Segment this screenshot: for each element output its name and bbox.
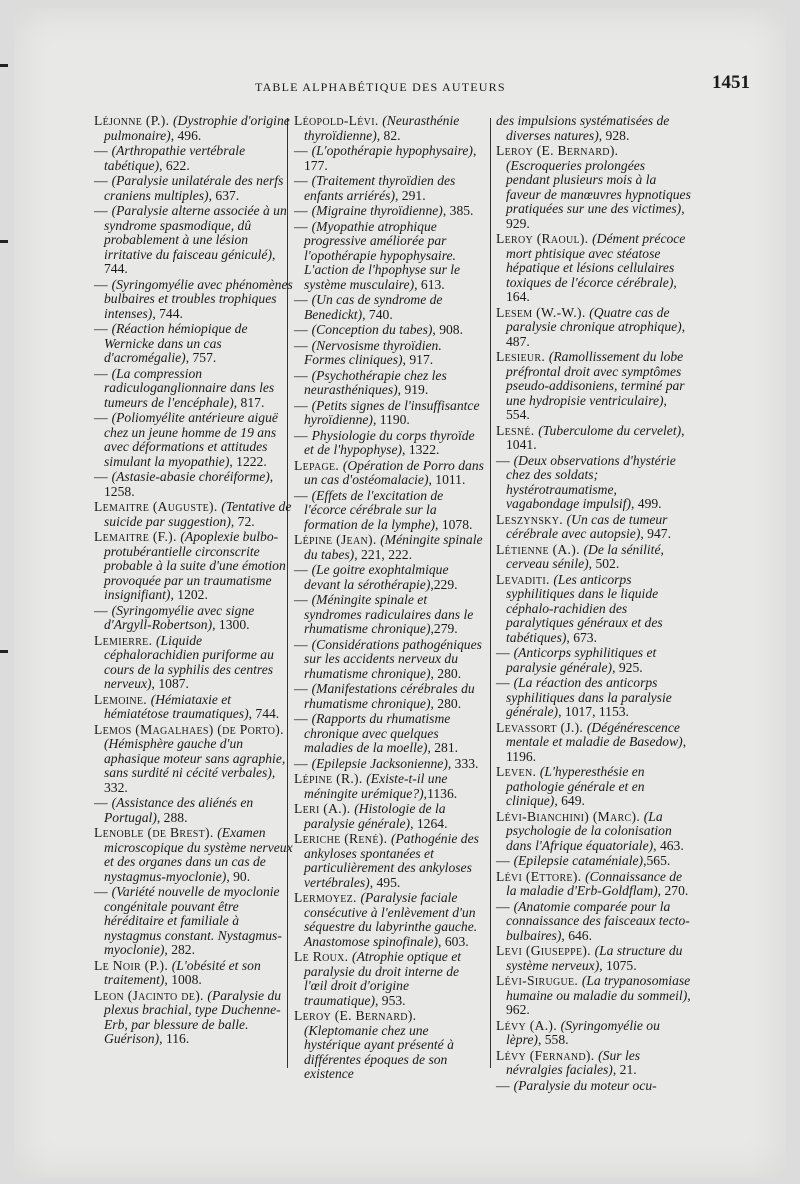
index-entry bbox=[94, 530, 296, 603]
index-entry bbox=[94, 322, 296, 366]
entry-author: — bbox=[94, 203, 112, 218]
index-entry bbox=[496, 350, 692, 423]
entry-author: — bbox=[294, 397, 312, 413]
entry-title: (Méningite spinale du tabes) bbox=[304, 532, 483, 562]
index-entry bbox=[496, 900, 692, 944]
entry-page-ref: , 744. bbox=[152, 305, 183, 321]
entry-title: (Le goitre exophtalmique devant la sérothérapie) bbox=[304, 562, 449, 592]
index-entry bbox=[294, 832, 484, 890]
entry-title: (Sur les névralgies faciales) bbox=[506, 1047, 641, 1077]
entry-author: Lévy (Fernand). bbox=[496, 1047, 599, 1063]
entry-author: Leroy (E. Bernard). bbox=[496, 143, 619, 158]
index-entry bbox=[496, 810, 692, 854]
entry-page-ref: , 740. bbox=[362, 306, 393, 322]
index-entry bbox=[294, 293, 484, 322]
entry-author: — bbox=[94, 795, 112, 810]
index-entry bbox=[496, 424, 692, 453]
entry-author: Leroy (Raoul). bbox=[496, 231, 593, 246]
entry-author: — bbox=[496, 898, 514, 914]
entry-author: — bbox=[294, 681, 312, 696]
index-entry bbox=[496, 944, 692, 973]
entry-title: (Syringomyélie avec phénomènes bulbaires et troubles trophiques intenses) bbox=[104, 276, 293, 321]
index-entry bbox=[496, 306, 692, 350]
entry-title: (Dément précoce mort phtisique avec stéatose hépatique et lésions cellulaires toxiques de l'écorce cérébrale) bbox=[506, 231, 686, 290]
entry-author: — bbox=[294, 487, 312, 503]
entry-title: (Anatomie comparée pour la connaissance des faisceaux tecto-bulbaires) bbox=[506, 898, 690, 943]
entry-title: (Hémiataxie et hémiatétose traumatiques) bbox=[104, 691, 249, 721]
entry-page-ref: , 1222. bbox=[229, 453, 267, 469]
entry-page-ref: , 1264. bbox=[410, 815, 448, 831]
entry-page-ref: , 1087. bbox=[151, 676, 189, 691]
index-entry bbox=[294, 757, 484, 772]
entry-title: (Tuberculome du cervelet) bbox=[538, 422, 682, 438]
index-entry bbox=[294, 429, 484, 458]
entry-author: — bbox=[294, 218, 312, 234]
index-entry bbox=[94, 500, 296, 529]
entry-author: — bbox=[294, 203, 312, 218]
index-entry bbox=[294, 772, 484, 801]
entry-title: (Dystrophie d'origine pulmonaire) bbox=[104, 113, 290, 143]
entry-page-ref: , 757. bbox=[185, 350, 217, 365]
entry-author: Léopold-Lévi. bbox=[294, 113, 383, 128]
page-number: 1451 bbox=[712, 72, 750, 93]
entry-author: — bbox=[496, 853, 514, 868]
index-entry bbox=[94, 114, 296, 143]
entry-title: (Rapports du rhumatisme chronique avec quelques maladies de la moelle) bbox=[304, 711, 451, 755]
entry-author: Leven. bbox=[496, 764, 540, 779]
margin-mark bbox=[0, 240, 8, 243]
entry-page-ref: , 925. bbox=[612, 659, 643, 675]
entry-title: (Ramollissement du lobe préfrontal droit avec symptômes pseudo-addisoniens, terminé par une hydropisie ventriculaire) bbox=[506, 349, 685, 408]
entry-author: — bbox=[94, 173, 112, 188]
entry-author: Lépine (R.). bbox=[294, 771, 367, 786]
entry-title: (La psychologie de la colonisation dans l'Afrique équatoriale) bbox=[506, 808, 672, 853]
index-entry bbox=[496, 1049, 692, 1078]
entry-author: — bbox=[294, 367, 312, 383]
entry-title: (Opération de Porro dans un cas d'ostéomalacie) bbox=[304, 457, 484, 487]
index-entry bbox=[294, 323, 484, 338]
entry-title: (Psychothérapie chez les neurasthéniques) bbox=[304, 367, 447, 397]
entry-author: — bbox=[294, 711, 312, 726]
entry-page-ref: , 962. bbox=[506, 987, 691, 1017]
entry-title: (Quatre cas de paralysie chronique atrophique) bbox=[506, 304, 682, 334]
entry-page-ref: , 947. bbox=[640, 526, 671, 541]
entry-page-ref: , 1196. bbox=[506, 734, 687, 764]
entry-author: — bbox=[294, 562, 312, 577]
entry-page-ref: , 270. bbox=[657, 883, 689, 898]
entry-page-ref: , 1258. bbox=[104, 469, 274, 499]
margin-mark bbox=[0, 650, 8, 653]
entry-author: Lesem (W.-W.). bbox=[496, 304, 590, 320]
index-entry bbox=[496, 870, 692, 899]
index-entry bbox=[94, 470, 296, 499]
entry-title: (L'obésité et son traitement) bbox=[104, 957, 261, 987]
entry-title: (Conception du tabes) bbox=[311, 322, 433, 337]
entry-title: (Les anticorps syphilitiques dans le liquide céphalo-rachidien des paralytiques généraux et des tabétiques) bbox=[506, 571, 663, 645]
index-entry bbox=[294, 1009, 484, 1082]
page-header bbox=[0, 70, 800, 100]
entry-page-ref: , 495. bbox=[369, 874, 401, 890]
index-column-3 bbox=[496, 114, 692, 1094]
entry-author: Leon (Jacinto de). bbox=[94, 987, 208, 1003]
entry-title: (Atrophie optique et paralysie du droit interne de l'œil droit d'origine traumatique) bbox=[304, 949, 462, 1008]
entry-author: Lemaitre (Auguste). bbox=[94, 499, 222, 514]
column-divider bbox=[490, 118, 491, 1068]
entry-author: Lévi-Sirugue. bbox=[496, 973, 582, 988]
entry-title: (La trypanosomiase humaine ou maladie du sommeil) bbox=[506, 973, 691, 1003]
index-entry bbox=[294, 950, 484, 1008]
entry-title: (Arthropathie vertébrale tabétique) bbox=[104, 143, 246, 173]
entry-title: (Syringomyélie ou lèpre) bbox=[506, 1017, 660, 1047]
index-entry bbox=[294, 459, 484, 488]
entry-author: — bbox=[294, 143, 312, 158]
index-entry bbox=[294, 204, 484, 219]
index-entry bbox=[496, 144, 692, 231]
entry-author: Lemierre. bbox=[94, 632, 156, 648]
entry-page-ref: , 281. bbox=[427, 740, 459, 755]
entry-title: (Considérations pathogéniques sur les accidents nerveux du rhumatisme chronique) bbox=[304, 636, 482, 681]
entry-page-ref: ,1136. bbox=[423, 785, 458, 801]
index-entry bbox=[94, 144, 296, 173]
entry-page-ref: , 558. bbox=[537, 1032, 569, 1047]
entry-title: (Deux observations d'hystérie chez des soldats; hystérotraumatisme, vagabondage impulsif) bbox=[506, 452, 676, 511]
index-entry bbox=[94, 278, 296, 322]
entry-author: — bbox=[294, 337, 312, 353]
index-entry bbox=[294, 114, 484, 143]
index-entry bbox=[94, 411, 296, 469]
margin-mark bbox=[0, 64, 8, 67]
entry-page-ref: , 744. bbox=[104, 246, 276, 276]
entry-title: (Petits signes de l'insuffisantce hyroïdienne) bbox=[304, 397, 480, 427]
entry-title: (Apoplexie bulbo-protubérantielle circonscrite probable à la suite d'une émotion provoquée par un traumatisme insignifiant) bbox=[104, 529, 286, 602]
entry-page-ref: , 291. bbox=[395, 187, 426, 203]
entry-author: — bbox=[94, 602, 112, 618]
running-title: TABLE ALPHABÉTIQUE DES AUTEURS bbox=[255, 80, 506, 94]
entry-page-ref: , 332. bbox=[104, 765, 276, 795]
entry-author: Lemoine. bbox=[94, 691, 151, 707]
index-entry bbox=[294, 144, 484, 173]
entry-author: Lemos (Magalhaes) (de Porto). bbox=[94, 721, 284, 737]
entry-author: Leszynsky. bbox=[496, 511, 567, 527]
index-entry bbox=[294, 682, 484, 711]
entry-page-ref: , 385. bbox=[442, 203, 474, 218]
index-entry bbox=[496, 646, 692, 675]
entry-page-ref: , 646. bbox=[561, 927, 592, 943]
index-entry bbox=[496, 974, 692, 1018]
entry-page-ref: , 280. bbox=[430, 695, 462, 711]
entry-title: (Pathogénie des ankyloses spontanées et particulièrement des ankyloses vertébrales) bbox=[304, 831, 479, 890]
entry-title: (Un cas de tumeur cérébrale avec autopsie) bbox=[506, 511, 668, 541]
entry-page-ref: , 673. bbox=[566, 629, 597, 645]
entry-title: (Astasie-abasie choréiforme) bbox=[111, 469, 270, 484]
entry-author: Lermoyez. bbox=[294, 890, 361, 905]
entry-title: (Paralysie du plexus brachial, type Duchenne-Erb, par blessure de balle. Guérison) bbox=[104, 987, 282, 1046]
entry-title: (Paralysie alterne associée à un syndrome spasmodique, dû probablement à une lésion irritative du faisceau géniculé) bbox=[104, 203, 287, 262]
entry-page-ref: , 177. bbox=[304, 143, 477, 173]
entry-author: Le Roux. bbox=[294, 949, 353, 964]
index-entry bbox=[94, 204, 296, 277]
entry-page-ref: , 502. bbox=[588, 556, 620, 571]
entry-author: Leroy (E. Bernard). bbox=[294, 1008, 417, 1023]
entry-author: Lemaitre (F.). bbox=[94, 529, 181, 544]
entry-page-ref: , 917. bbox=[402, 352, 434, 367]
index-entry bbox=[94, 989, 296, 1047]
entry-title: Physiologie du corps thyroïde et de l'hypophyse) bbox=[304, 427, 475, 457]
entry-title: (Poliomyélite antérieure aiguë chez un jeune homme de 19 ans avec déformations et attitudes simulant la myopathie) bbox=[104, 410, 278, 469]
entry-page-ref: , 1075. bbox=[599, 957, 637, 973]
index-entry bbox=[496, 721, 692, 765]
entry-page-ref: , 1011. bbox=[428, 472, 466, 487]
entry-title: (Histologie de la paralysie générale) bbox=[304, 801, 446, 831]
entry-author: Lesné. bbox=[496, 422, 539, 438]
entry-title: (Kleptomanie chez une hystérique ayant présenté à différentes époques de son existence bbox=[304, 1022, 454, 1081]
entry-author: Lenoble (de Brest). bbox=[94, 825, 218, 840]
entry-page-ref: , 929. bbox=[506, 201, 685, 231]
entry-page-ref: , 1041. bbox=[506, 422, 685, 452]
entry-title: (L'opothérapie hypophysaire) bbox=[311, 143, 473, 158]
entry-author: — bbox=[496, 675, 514, 690]
entry-page-ref: , 72. bbox=[230, 513, 255, 529]
entry-page-ref: , 288. bbox=[156, 809, 188, 825]
entry-page-ref: , 744. bbox=[248, 706, 280, 721]
entry-title: (Escroqueries prolongées pendant plusieurs mois à la faveur de manœuvres hypnotiques pratiquées sur une des victimes) bbox=[506, 157, 691, 216]
entry-page-ref: , 282. bbox=[164, 942, 195, 957]
entry-title: (Neurasthénie thyroïdienne) bbox=[304, 113, 460, 143]
entry-title: (Dégénérescence mentale et maladie de Basedow) bbox=[506, 719, 683, 749]
entry-author: Levi (Giuseppe). bbox=[496, 943, 595, 958]
entry-author: — bbox=[94, 276, 112, 292]
entry-title: (Manifestations cérébrales du rhumatisme chronique) bbox=[304, 681, 475, 711]
entry-author: Lévy (A.). bbox=[496, 1017, 561, 1033]
entry-page-ref: , 953. bbox=[374, 992, 406, 1008]
index-entry bbox=[496, 1019, 692, 1048]
entry-title: (Traitement thyroïdien des enfants arriérés) bbox=[304, 173, 456, 203]
entry-title: (De la sénilité, cerveau sénile) bbox=[506, 541, 664, 571]
entry-page-ref: , 463. bbox=[653, 837, 684, 853]
entry-page-ref: , 603. bbox=[438, 933, 469, 949]
index-entry bbox=[496, 513, 692, 542]
index-entry bbox=[496, 114, 692, 143]
entry-page-ref: , 221, 222. bbox=[354, 546, 412, 562]
entry-page-ref: , 1202. bbox=[170, 587, 208, 602]
entry-author: — bbox=[294, 592, 312, 607]
entry-page-ref: , 496. bbox=[170, 127, 202, 143]
entry-title: (L'hyperesthésie en pathologie générale et en clinique) bbox=[506, 764, 645, 808]
entry-author: Lévi (Ettore). bbox=[496, 868, 586, 884]
entry-page-ref: , 90. bbox=[226, 868, 251, 884]
entry-author: Lévi-Bianchini) (Marc). bbox=[496, 808, 644, 824]
index-entry bbox=[294, 891, 484, 949]
entry-author: Leriche (René). bbox=[294, 831, 391, 846]
index-entry bbox=[496, 573, 692, 646]
entry-title: (Un cas de syndrome de Benedickt) bbox=[304, 292, 443, 322]
entry-page-ref: , 116. bbox=[159, 1031, 190, 1046]
entry-page-ref: , 554. bbox=[506, 392, 667, 422]
entry-page-ref: , 164. bbox=[506, 274, 677, 304]
entry-title: (Liquide céphalorachidien puriforme au cours de la syphilis des centres nerveux) bbox=[104, 632, 274, 691]
entry-page-ref: , 622. bbox=[159, 157, 190, 173]
entry-page-ref: , 333. bbox=[447, 755, 479, 771]
entry-author: — bbox=[94, 321, 112, 336]
entry-page-ref: , 499. bbox=[630, 496, 662, 511]
entry-title: (Myopathie atrophique progressive améliorée par l'opothérapie hypophysaire. L'action de l'hpophyse sur le système musculaire) bbox=[304, 218, 461, 292]
entry-page-ref: ,229. bbox=[430, 576, 458, 592]
entry-title: (Migraine thyroïdienne) bbox=[311, 203, 443, 218]
index-entry bbox=[294, 399, 484, 428]
index-entry bbox=[496, 1079, 692, 1094]
entry-page-ref: , 1078. bbox=[435, 516, 473, 532]
entry-page-ref: , 1008. bbox=[164, 972, 202, 987]
index-column-2 bbox=[294, 114, 484, 1083]
entry-author: Levassort (J.). bbox=[496, 719, 587, 735]
entry-title: (Méningite spinale et syndromes radiculaires dans le rhumatisme chronique) bbox=[304, 592, 474, 636]
entry-title: (Hémisphère gauche d'un aphasique moteur sans agraphie, sans surdité ni cécité verbales) bbox=[104, 736, 286, 780]
index-entry bbox=[94, 885, 296, 958]
entry-author: — bbox=[294, 427, 312, 443]
entry-page-ref: , 1190. bbox=[372, 412, 410, 427]
entry-author: — bbox=[496, 645, 514, 660]
entry-page-ref: , 1017, 1153. bbox=[558, 704, 629, 719]
index-entry bbox=[94, 174, 296, 203]
index-entry bbox=[294, 533, 484, 562]
entry-author: Léjonne (P.). bbox=[94, 113, 173, 128]
entry-author: — bbox=[496, 1077, 514, 1093]
index-entry bbox=[94, 723, 296, 796]
entry-title: (Anticorps syphilitiques et paralysie générale) bbox=[506, 645, 657, 675]
index-entry bbox=[94, 634, 296, 692]
index-entry bbox=[294, 563, 484, 592]
index-entry bbox=[94, 693, 296, 722]
entry-title: (Paralysie du moteur ocu- bbox=[513, 1077, 657, 1093]
entry-author: Lesieur. bbox=[496, 349, 549, 364]
index-entry bbox=[496, 454, 692, 512]
entry-author: Le Noir (P.). bbox=[94, 957, 172, 973]
entry-author: — bbox=[294, 755, 312, 771]
entry-author: — bbox=[294, 636, 312, 652]
entry-title: (Nervosisme thyroïdien. Formes cliniques) bbox=[304, 337, 442, 367]
entry-title: (Syringomyélie avec signe d'Argyll-Robertson) bbox=[104, 602, 255, 632]
entry-title: (Existe-t-il une méningite urémique?) bbox=[304, 771, 448, 801]
entry-title: (Examen microscopique du système nerveux et des organes dans un cas de nystagmus-myoclonie) bbox=[104, 825, 293, 884]
index-entry bbox=[294, 638, 484, 682]
entry-title: (La compression radiculoganglionnaire dans les tumeurs de l'encéphale) bbox=[104, 365, 275, 410]
index-column-1 bbox=[94, 114, 296, 1048]
entry-author: — bbox=[94, 410, 112, 425]
entry-title: (Variété nouvelle de myoclonie congénitale pouvant être héréditaire et familiale à nystagmus constant. Nystagmus-myoclonie) bbox=[104, 884, 282, 957]
index-entry bbox=[294, 712, 484, 756]
entry-author: — bbox=[294, 322, 312, 337]
entry-author: Lépine (Jean). bbox=[294, 532, 381, 547]
index-entry bbox=[94, 959, 296, 988]
entry-page-ref: , 1322. bbox=[402, 442, 440, 457]
index-entry bbox=[294, 593, 484, 637]
index-entry bbox=[94, 604, 296, 633]
entry-page-ref: , 21. bbox=[612, 1062, 637, 1077]
entry-page-ref: , 649. bbox=[554, 793, 585, 808]
entry-author: — bbox=[294, 292, 312, 307]
entry-title: (Epilepsie Jacksonienne) bbox=[311, 755, 448, 771]
index-entry bbox=[94, 826, 296, 884]
entry-page-ref: , 919. bbox=[397, 382, 429, 397]
entry-page-ref: , 82. bbox=[376, 127, 401, 143]
entry-page-ref: , 487. bbox=[506, 319, 686, 349]
entry-author: — bbox=[496, 452, 514, 468]
entry-title: des impulsions systématisées de diverses natures) bbox=[496, 113, 670, 143]
entry-author: — bbox=[94, 365, 112, 381]
index-entry bbox=[94, 796, 296, 825]
entry-author: Létienne (A.). bbox=[496, 541, 584, 557]
index-entry bbox=[496, 676, 692, 720]
entry-title: (La réaction des anticorps syphilitiques dans la paralysie générale) bbox=[506, 675, 672, 719]
entry-author: — bbox=[94, 143, 112, 158]
entry-page-ref: ,279. bbox=[430, 621, 458, 636]
entry-page-ref: , 613. bbox=[414, 276, 445, 292]
index-entry bbox=[496, 232, 692, 305]
index-entry bbox=[496, 543, 692, 572]
entry-author: Lepage. bbox=[294, 457, 343, 473]
index-entry bbox=[294, 489, 484, 533]
index-entry bbox=[496, 765, 692, 809]
entry-page-ref: , 817. bbox=[233, 394, 265, 410]
entry-title: (Tentative de suicide par suggestion) bbox=[104, 499, 292, 529]
index-entry bbox=[294, 174, 484, 203]
entry-author: Leri (A.). bbox=[294, 801, 355, 816]
index-entry bbox=[294, 220, 484, 293]
index-entry bbox=[294, 369, 484, 398]
index-entry bbox=[94, 367, 296, 411]
entry-author: — bbox=[94, 469, 112, 484]
entry-title: (Epilepsie cataméniale) bbox=[513, 853, 644, 868]
index-entry bbox=[496, 854, 692, 869]
entry-page-ref: , 1300. bbox=[212, 617, 250, 632]
entry-page-ref: , 637. bbox=[208, 187, 240, 203]
entry-author: — bbox=[294, 173, 312, 188]
entry-title: (Effets de l'excitation de l'écorce cérébrale sur la formation de la lymphe) bbox=[304, 487, 444, 532]
entry-title: (Réaction hémiopique de Wernicke dans un cas d'acromégalie) bbox=[104, 321, 248, 365]
entry-title: (La structure du système nerveux) bbox=[506, 943, 683, 973]
index-entry bbox=[294, 802, 484, 831]
entry-page-ref: , 908. bbox=[432, 322, 463, 337]
entry-author: Levaditi. bbox=[496, 571, 554, 587]
index-entry bbox=[294, 339, 484, 368]
entry-author: — bbox=[94, 884, 112, 899]
entry-title: (Paralysie faciale consécutive à l'enlèvement d'un séquestre du labyrinthe gauche. Anastomose spinofinale) bbox=[304, 890, 478, 949]
entry-page-ref: ,565. bbox=[643, 853, 671, 868]
entry-page-ref: , 280. bbox=[430, 665, 462, 681]
entry-title: (Connaissance de la maladie d'Erb-Goldflam) bbox=[506, 868, 683, 898]
entry-title: (Paralysie unilatérale des nerfs craniens multiples) bbox=[104, 173, 284, 203]
entry-page-ref: , 928. bbox=[598, 127, 630, 143]
entry-title: (Assistance des aliénés en Portugal) bbox=[104, 795, 254, 825]
